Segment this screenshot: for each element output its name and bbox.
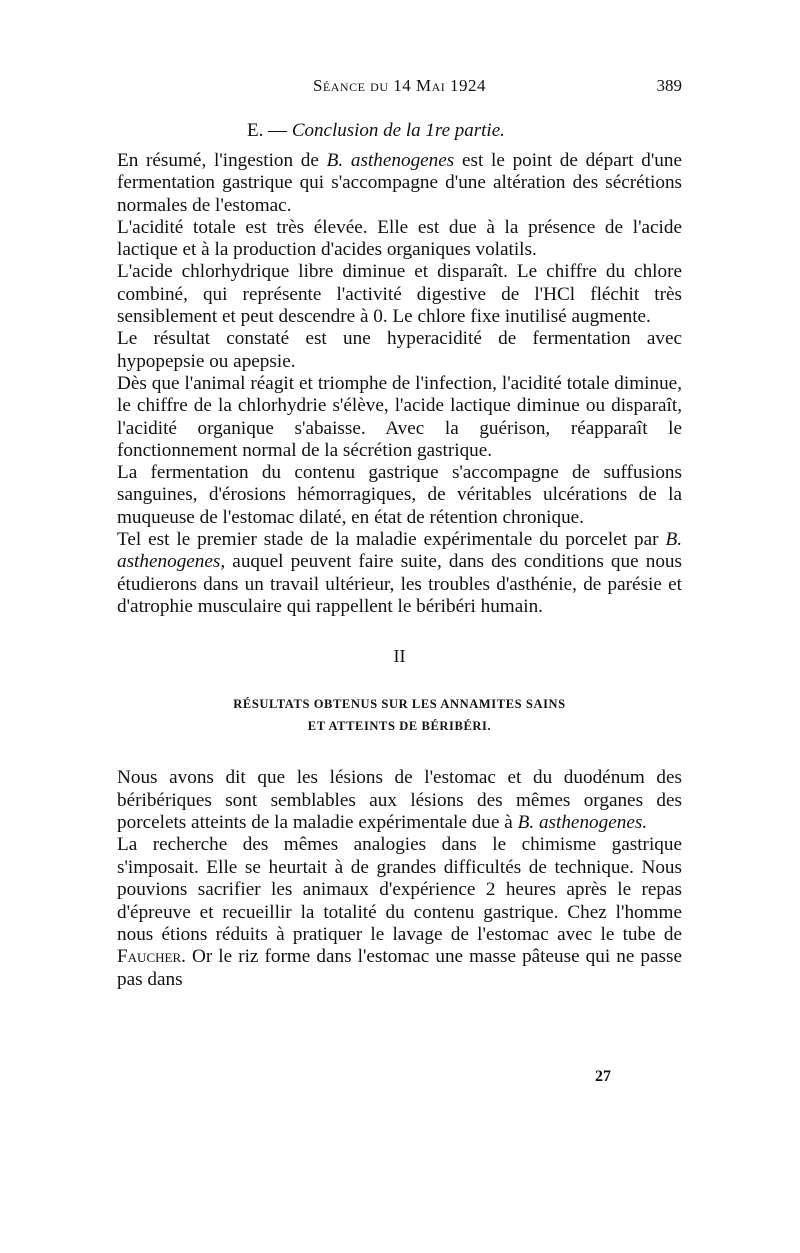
part-number: II: [393, 646, 406, 667]
paragraph: [117, 767, 682, 834]
section-part: 1re partie.: [425, 120, 505, 141]
part-title: [117, 693, 682, 737]
page-body: [117, 76, 682, 991]
part-title-line: ET ATTEINTS DE BÉRIBÉRI.: [307, 719, 492, 734]
paragraph: [117, 150, 682, 217]
author-name: Faucher: [117, 946, 182, 968]
signature-mark: 27: [595, 1068, 611, 1085]
paragraph-text: . Or le riz forme dans l'estomac une masse pâteuse qui ne passe pas dans: [117, 946, 682, 990]
part-title-line: RÉSULTATS OBTENUS SUR LES ANNAMITES SAINS: [233, 697, 566, 712]
paragraph-text: est le point de départ d'une fermentation gastrique qui s'accompagne d'une altération des sécrétions normales de l'estomac.: [117, 150, 682, 216]
paragraph: L'acide chlorhydrique libre diminue et disparaît. Le chiffre du chlore combiné, qui représente l'activité digestive de l'HCl fléchit très sensiblement et peut descendre à 0. Le chlore fixe inutilisé augmente.: [117, 261, 682, 328]
paragraph: [117, 529, 682, 618]
section-title: Conclusion de la: [291, 120, 421, 141]
paragraph: La fermentation du contenu gastrique s'accompagne de suffusions sanguines, d'érosions hémorragiques, de véritables ulcérations de la muqueuse de l'estomac dilaté, en état de rétention chronique.: [117, 462, 682, 528]
paragraph: L'acidité totale est très élevée. Elle est due à la présence de l'acide lactique et à la production d'acides organiques volatils.: [117, 216, 682, 261]
page-number: 389: [656, 76, 682, 95]
section-label: E. —: [247, 120, 292, 141]
paragraph-text: Nous avons dit que les lésions de l'estomac et du duodénum des béribériques sont semblables aux lésions des mêmes organes des porcelets atteints de la maladie expérimentale due à: [117, 767, 682, 834]
paragraph-text: La recherche des mêmes analogies dans le chimisme gastrique s'imposait. Elle se heurtait à de grandes difficultés de technique. Nous pouvions sacrifier les animaux d'expérience 2 heures après le repas d'épreuve et recueillir la totalité du contenu gastrique. Chez l'homme nous étions réduits à pratiquer le lavage de l'estomac avec le tube de: [117, 834, 682, 946]
paragraph: Le résultat constaté est une hyperacidité de fermentation avec hypopepsie ou apepsie.: [117, 328, 682, 372]
paragraph-text: En résumé, l'ingestion de: [117, 150, 327, 171]
section-heading: [117, 120, 682, 142]
paragraph-text: , auquel peuvent faire suite, dans des conditions que nous étudierons dans un travail ultérieur, les troubles d'asthénie, de parésie et d'atrophie musculaire qui rappellent le béribéri humain.: [117, 551, 682, 617]
species-name: B. asthenogenes: [326, 150, 455, 171]
running-head: [117, 76, 682, 104]
species-name: B. asthenogenes.: [517, 812, 648, 834]
species-name: B. asthenogenes: [117, 529, 682, 573]
running-title: Séance du 14 Mai 1924: [312, 76, 487, 95]
paragraph: Dès que l'animal réagit et triomphe de l'infection, l'acidité totale diminue, le chiffre de la chlorhydrie s'élève, l'acide lactique diminue ou disparaît, l'acidité organique s'abaisse. Avec la guérison, réapparaît le fonctionnement normal de la sécrétion gastrique.: [117, 372, 682, 461]
paragraph-text: Tel est le premier stade de la maladie expérimentale du porcelet par: [117, 529, 666, 551]
paragraph: [117, 834, 682, 991]
